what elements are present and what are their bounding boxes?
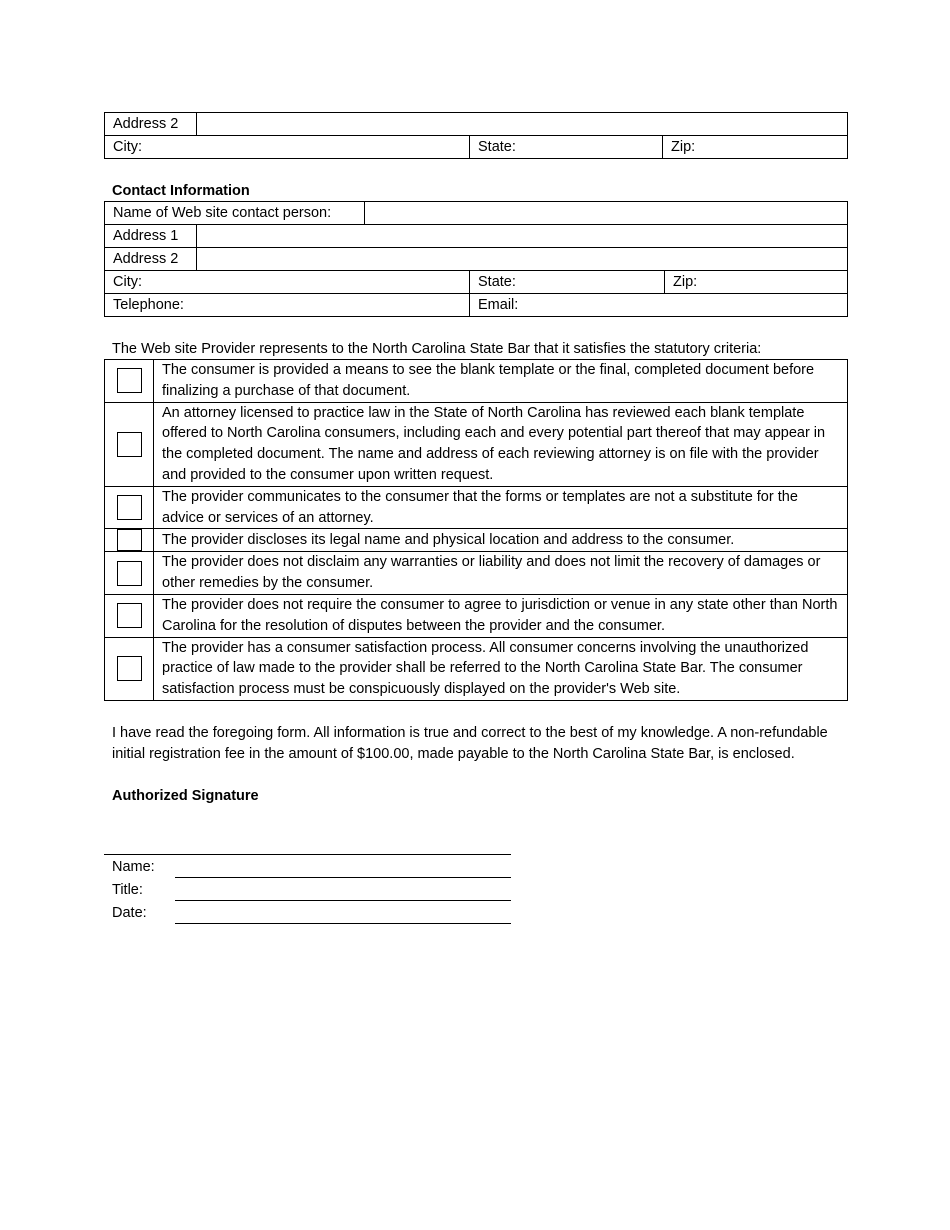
- city-field[interactable]: City:: [105, 136, 470, 159]
- criteria-row: [105, 529, 848, 552]
- zip-field[interactable]: Zip:: [663, 136, 848, 159]
- declaration-text: I have read the foregoing form. All information is true and correct to the best of my knowledge. A non-refundable initial registration fee in the amount of $100.00, made payable to the North Carolina State Bar, is enclosed.: [112, 724, 828, 762]
- criteria-row: [105, 486, 848, 529]
- contact-telephone-field[interactable]: Telephone:: [105, 294, 470, 317]
- criteria-text-2: An attorney licensed to practice law in the State of North Carolina has reviewed each blank template offered to North Carolina consumers, including each and every potential part thereof that may appear in the completed document. The name and address of each reviewing attorney is on file with the provider and provided to the consumer upon written request.: [154, 402, 848, 486]
- criteria-row: [105, 552, 848, 595]
- criteria-checkbox-5[interactable]: [117, 561, 142, 586]
- address2-label: Address 2: [105, 113, 197, 136]
- criteria-text-1: The consumer is provided a means to see the blank template or the final, completed document before finalizing a purchase of that document.: [154, 360, 848, 403]
- signature-title-row: [104, 878, 511, 901]
- contact-city-field[interactable]: City:: [105, 271, 470, 294]
- criteria-checkbox-7[interactable]: [117, 656, 142, 681]
- contact-address1-field[interactable]: [197, 225, 848, 248]
- criteria-checkbox-6[interactable]: [117, 603, 142, 628]
- contact-information-heading: Contact Information: [112, 183, 250, 199]
- signature-title-label: Title:: [112, 881, 143, 898]
- criteria-row: [105, 594, 848, 637]
- signature-title-field[interactable]: [175, 878, 511, 901]
- contact-person-field[interactable]: [365, 202, 848, 225]
- criteria-checkbox-4[interactable]: [117, 529, 142, 551]
- signature-date-field[interactable]: [175, 901, 511, 924]
- signature-date-row: [104, 901, 511, 924]
- criteria-text-3: The provider communicates to the consumer that the forms or templates are not a substitute for the advice or services of an attorney.: [154, 486, 848, 529]
- criteria-row: [105, 637, 848, 700]
- criteria-row: [105, 360, 848, 403]
- signature-line[interactable]: [104, 854, 511, 924]
- criteria-checkbox-3[interactable]: [117, 495, 142, 520]
- criteria-table: [104, 359, 848, 701]
- signature-name-label: Name:: [112, 858, 155, 875]
- state-field[interactable]: State:: [470, 136, 663, 159]
- criteria-text-7: The provider has a consumer satisfaction process. All consumer concerns involving the unauthorized practice of law made to the provider shall be referred to the North Carolina State Bar. The consumer satisfaction process must be conspicuously displayed on the provider's Web site.: [154, 637, 848, 700]
- contact-address2-field[interactable]: [197, 248, 848, 271]
- criteria-row: [105, 402, 848, 486]
- criteria-text-5: The provider does not disclaim any warranties or liability and does not limit the recovery of damages or other remedies by the consumer.: [154, 552, 848, 595]
- contact-email-field[interactable]: Email:: [470, 294, 848, 317]
- contact-state-field[interactable]: State:: [470, 271, 665, 294]
- address-table: [104, 112, 848, 159]
- contact-address2-label: Address 2: [105, 248, 197, 271]
- address2-field[interactable]: [197, 113, 848, 136]
- criteria-text-4: The provider discloses its legal name and physical location and address to the consumer.: [154, 529, 848, 552]
- criteria-intro: The Web site Provider represents to the North Carolina State Bar that it satisfies the statutory criteria:: [112, 341, 762, 357]
- signature-name-row: [104, 855, 511, 878]
- contact-table: [104, 201, 848, 317]
- criteria-checkbox-1[interactable]: [117, 368, 142, 393]
- registration-form-page: [104, 112, 847, 924]
- contact-address1-label: Address 1: [105, 225, 197, 248]
- criteria-checkbox-2[interactable]: [117, 432, 142, 457]
- contact-zip-field[interactable]: Zip:: [665, 271, 848, 294]
- signature-date-label: Date:: [112, 904, 147, 921]
- criteria-text-6: The provider does not require the consumer to agree to jurisdiction or venue in any state other than North Carolina for the resolution of disputes between the provider and the consumer.: [154, 594, 848, 637]
- authorized-signature-heading: Authorized Signature: [112, 787, 259, 804]
- signature-name-field[interactable]: [175, 855, 511, 878]
- contact-person-label: Name of Web site contact person:: [105, 202, 365, 225]
